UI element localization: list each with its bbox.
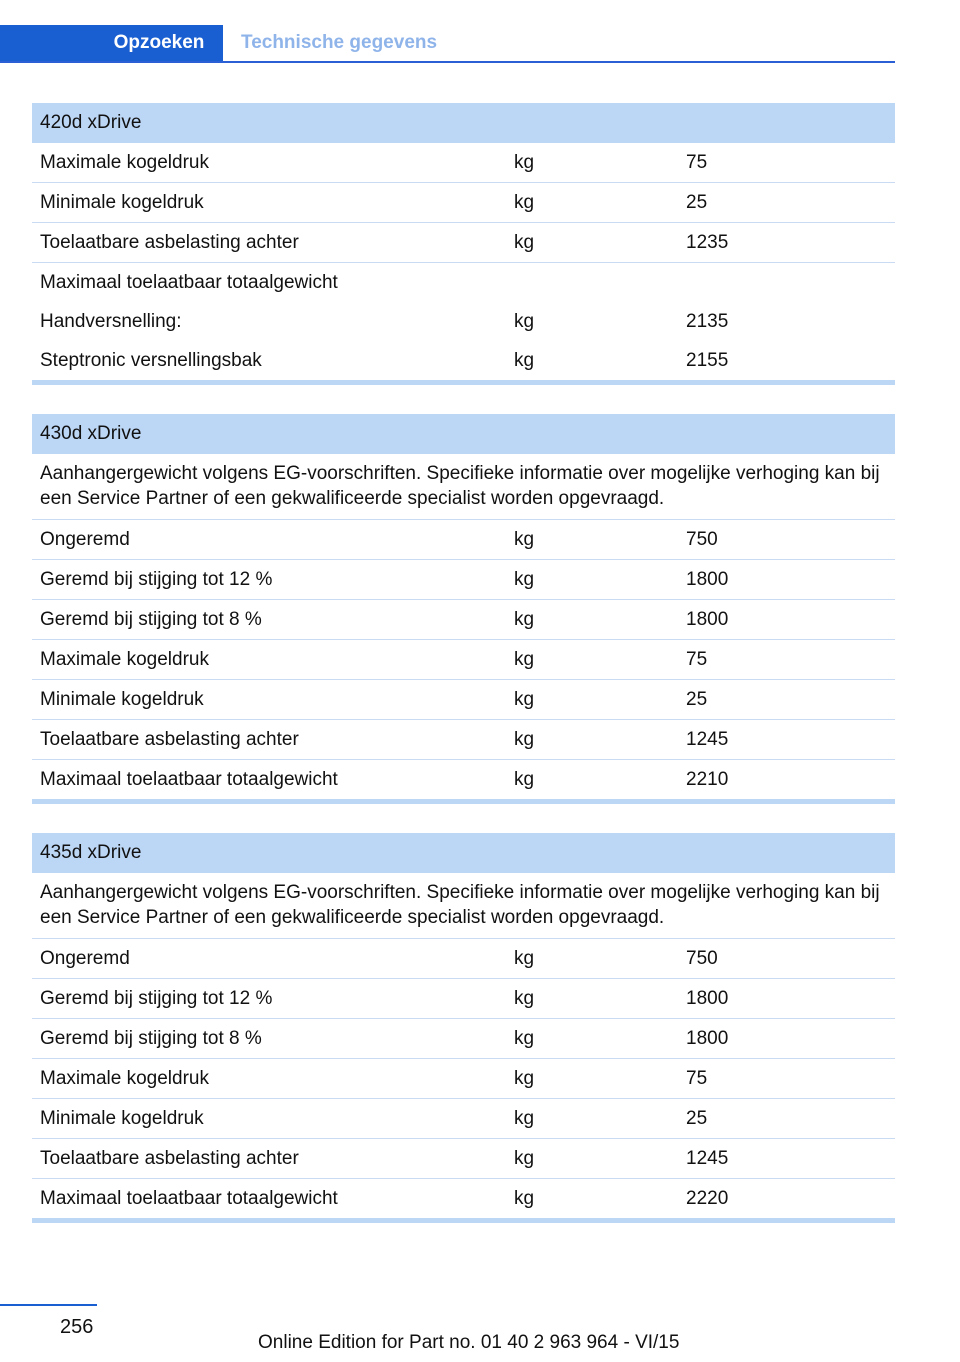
row-unit: kg xyxy=(514,349,535,371)
row-label: Ongeremd xyxy=(40,947,130,969)
row-unit: kg xyxy=(514,528,535,550)
table-row xyxy=(32,680,895,720)
row-value: 1245 xyxy=(686,1147,729,1169)
table-row xyxy=(32,640,895,680)
row-label: Maximaal toelaatbaar totaalgewicht xyxy=(40,1187,338,1209)
row-label: Ongeremd xyxy=(40,528,130,550)
row-label: Geremd bij stijging tot 8 % xyxy=(40,608,262,630)
row-unit: kg xyxy=(514,608,535,630)
spec-table-435d xyxy=(32,833,895,1223)
row-label: Maximaal toelaatbaar totaalgewicht xyxy=(40,768,338,790)
row-value: 1800 xyxy=(686,568,729,590)
table-row xyxy=(32,1139,895,1179)
row-value: 75 xyxy=(686,151,708,173)
spec-table-420d xyxy=(32,103,895,385)
table-end-bar xyxy=(32,799,895,804)
table-row xyxy=(32,143,895,183)
table-row xyxy=(32,1019,895,1059)
row-value: 2135 xyxy=(686,310,729,332)
row-label: Maximaal toelaatbaar totaalgewicht xyxy=(40,271,338,293)
row-unit: kg xyxy=(514,1027,535,1049)
table-row xyxy=(32,341,895,380)
table-row xyxy=(32,223,895,263)
row-label: Maximale kogeldruk xyxy=(40,648,209,670)
row-unit: kg xyxy=(514,1187,535,1209)
row-unit: kg xyxy=(514,1107,535,1129)
table-row xyxy=(32,263,895,302)
table-title: 435d xDrive xyxy=(32,833,895,873)
table-note: Aanhangergewicht volgens EG-voorschriften. Specifieke informatie over mogelijke verhoging kan bij een Service Partner of een gekwalificeerde specialist worden opgevraagd. xyxy=(32,873,895,939)
row-unit: kg xyxy=(514,987,535,1009)
row-value: 25 xyxy=(686,1107,708,1129)
row-value: 25 xyxy=(686,688,708,710)
row-label: Maximale kogeldruk xyxy=(40,1067,209,1089)
row-label: Steptronic versnellingsbak xyxy=(40,349,262,371)
row-unit: kg xyxy=(514,191,535,213)
row-value: 1235 xyxy=(686,231,729,253)
row-label: Toelaatbare asbelasting achter xyxy=(40,1147,299,1169)
page-number-rule xyxy=(0,1304,97,1306)
table-row xyxy=(32,1059,895,1099)
row-value: 25 xyxy=(686,191,708,213)
row-unit: kg xyxy=(514,768,535,790)
row-value: 1800 xyxy=(686,1027,729,1049)
row-value: 75 xyxy=(686,1067,708,1089)
table-title: 420d xDrive xyxy=(32,103,895,143)
row-label: Geremd bij stijging tot 8 % xyxy=(40,1027,262,1049)
tab-opzoeken[interactable]: Opzoeken xyxy=(0,25,223,61)
row-label: Maximale kogeldruk xyxy=(40,151,209,173)
row-unit: kg xyxy=(514,568,535,590)
row-unit: kg xyxy=(514,648,535,670)
table-row xyxy=(32,302,895,341)
row-unit: kg xyxy=(514,1147,535,1169)
row-label: Minimale kogeldruk xyxy=(40,1107,204,1129)
row-label: Toelaatbare asbelasting achter xyxy=(40,231,299,253)
page-number: 256 xyxy=(60,1316,94,1338)
spec-table-430d xyxy=(32,414,895,804)
table-row xyxy=(32,760,895,799)
table-row xyxy=(32,600,895,640)
table-row xyxy=(32,1179,895,1218)
row-value: 1245 xyxy=(686,728,729,750)
row-value: 1800 xyxy=(686,987,729,1009)
row-label: Toelaatbare asbelasting achter xyxy=(40,728,299,750)
row-unit: kg xyxy=(514,728,535,750)
table-row xyxy=(32,979,895,1019)
row-label: Handversnelling: xyxy=(40,310,182,332)
table-row xyxy=(32,720,895,760)
header-tabs xyxy=(0,25,895,63)
table-row xyxy=(32,1099,895,1139)
row-value: 750 xyxy=(686,528,718,550)
row-value: 2220 xyxy=(686,1187,729,1209)
table-end-bar xyxy=(32,1218,895,1223)
row-unit: kg xyxy=(514,231,535,253)
row-label: Geremd bij stijging tot 12 % xyxy=(40,987,273,1009)
row-unit: kg xyxy=(514,151,535,173)
table-row xyxy=(32,520,895,560)
row-value: 2155 xyxy=(686,349,729,371)
table-end-bar xyxy=(32,380,895,385)
row-value: 75 xyxy=(686,648,708,670)
table-title: 430d xDrive xyxy=(32,414,895,454)
table-note: Aanhangergewicht volgens EG-voorschriften. Specifieke informatie over mogelijke verhoging kan bij een Service Partner of een gekwalificeerde specialist worden opgevraagd. xyxy=(32,454,895,520)
edition-footer: Online Edition for Part no. 01 40 2 963 964 - VI/15 xyxy=(258,1332,680,1353)
row-label: Geremd bij stijging tot 12 % xyxy=(40,568,273,590)
row-unit: kg xyxy=(514,1067,535,1089)
table-row xyxy=(32,183,895,223)
row-label: Minimale kogeldruk xyxy=(40,688,204,710)
table-row xyxy=(32,939,895,979)
row-value: 1800 xyxy=(686,608,729,630)
row-unit: kg xyxy=(514,310,535,332)
table-row xyxy=(32,560,895,600)
row-unit: kg xyxy=(514,688,535,710)
row-label: Minimale kogeldruk xyxy=(40,191,204,213)
tab-technische-gegevens[interactable]: Technische gegevens xyxy=(241,32,438,53)
row-unit: kg xyxy=(514,947,535,969)
row-value: 2210 xyxy=(686,768,729,790)
row-value: 750 xyxy=(686,947,718,969)
